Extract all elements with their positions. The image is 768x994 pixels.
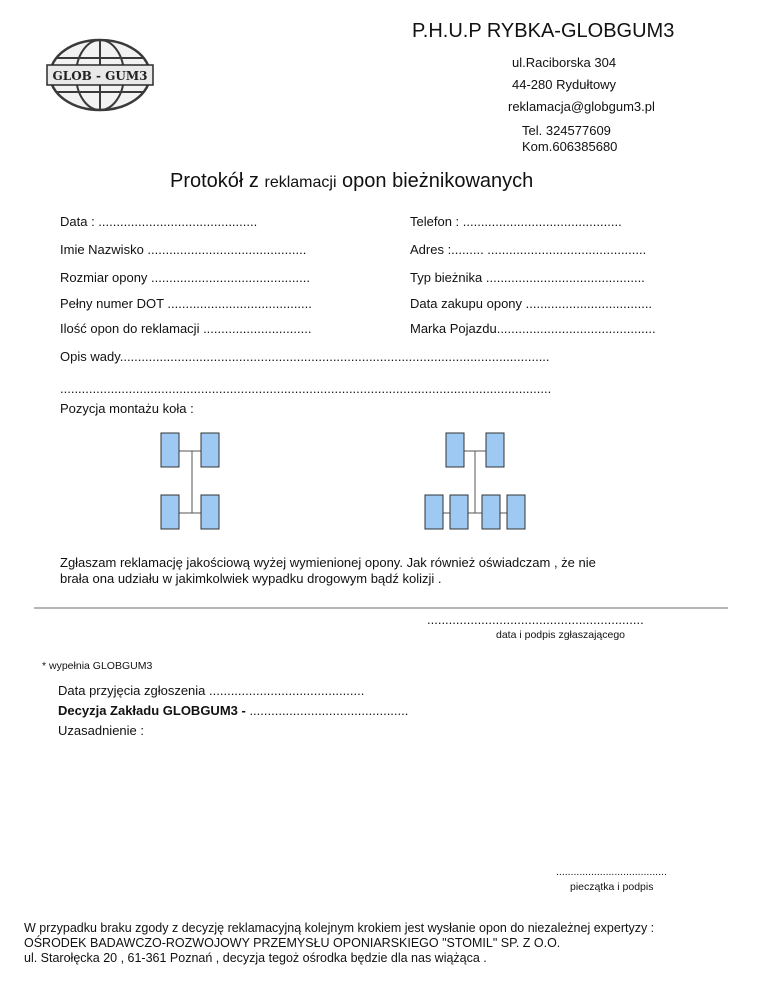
phone-number: Tel. 324577609 [522, 123, 611, 138]
tire-rear-right[interactable] [201, 495, 219, 529]
email-address: reklamacja@globgum3.pl [508, 99, 655, 114]
decyzja-field: Decyzja Zakładu GLOBGUM3 - ............................................ [58, 703, 409, 718]
logo-text: GLOB - GUM3 [52, 69, 148, 83]
field-imie-nazwisko: Imie Nazwisko ............................................ [60, 242, 307, 257]
pozycja-montazu-label: Pozycja montażu koła : [60, 401, 194, 416]
declaration-line-2: brała ona udziału w jakimkolwiek wypadku drogowym bądź kolizji . [60, 571, 442, 586]
field-adres: Adres :......... ............................................ [410, 242, 647, 257]
signature-dots: ............................................................ [427, 612, 644, 627]
form-title: Protokół z reklamacji opon bieżnikowanych [170, 170, 534, 192]
tire-front-left[interactable] [446, 433, 464, 467]
address-city: 44-280 Rydułtowy [512, 77, 617, 92]
field-opis-wady: Opis wady....................................................................................................................... [60, 349, 550, 364]
footer-line-1: W przypadku braku zgody z decyzję reklamacyjną kolejnym krokiem jest wysłanie opon do niezależnej expertyzy : [24, 921, 655, 935]
section-divider [34, 607, 728, 609]
address-street: ul.Raciborska 304 [512, 55, 617, 70]
tire-rear-left-outer[interactable] [425, 495, 443, 529]
tire-rear-left-inner[interactable] [450, 495, 468, 529]
declaration-line-1: Zgłaszam reklamację jakościową wyżej wymienionej opony. Jak również oświadczam , że nie [60, 555, 596, 570]
stamp-dots: ...................................... [556, 866, 667, 878]
mobile-number: Kom.606385680 [522, 139, 618, 154]
data-przyjecia-field: Data przyjęcia zgłoszenia ........................................... [58, 683, 365, 698]
field-typ-biez: Typ bieżnika ............................................ [410, 270, 645, 285]
stamp-label: pieczątka i podpis [570, 881, 654, 893]
tire-rear-right-inner[interactable] [482, 495, 500, 529]
axle-diagram-truck [415, 425, 545, 535]
tire-front-right[interactable] [201, 433, 219, 467]
field-opis-wady-line2: ........................................................................................................................................ [60, 381, 552, 396]
company-only-note: * wypełnia GLOBGUM3 [42, 660, 153, 672]
field-dot: Pełny numer DOT ........................................ [60, 296, 312, 311]
company-name: P.H.U.P RYBKA-GLOBGUM3 [412, 20, 675, 42]
footer-line-2: OŚRODEK BADAWCZO-ROZWOJOWY PRZEMYSŁU OPONIARSKIEGO "STOMIL" SP. Z O.O. [24, 936, 561, 950]
tire-rear-left[interactable] [161, 495, 179, 529]
tire-rear-right-outer[interactable] [507, 495, 525, 529]
field-telefon: Telefon : ............................................ [410, 214, 622, 229]
field-data-zakupu: Data zakupu opony ................................... [410, 296, 653, 311]
tire-front-left[interactable] [161, 433, 179, 467]
footer-line-3: ul. Starołęcka 20 , 61-361 Poznań , decyzja tegoż ośrodka będzie dla nas wiążąca . [24, 951, 487, 965]
field-marka-pojazdu: Marka Pojazdu............................................ [410, 321, 656, 336]
field-ilosc-opon: Ilość opon do reklamacji .............................. [60, 321, 312, 336]
axle-diagram-car [150, 425, 240, 535]
tire-front-right[interactable] [486, 433, 504, 467]
field-rozmiar-opony: Rozmiar opony ............................................ [60, 270, 310, 285]
signature-label: data i podpis zgłaszającego [496, 629, 626, 641]
uzasadnienie-field: Uzasadnienie : [58, 723, 144, 738]
company-logo [44, 38, 156, 117]
field-data: Data : ............................................ [60, 214, 258, 229]
